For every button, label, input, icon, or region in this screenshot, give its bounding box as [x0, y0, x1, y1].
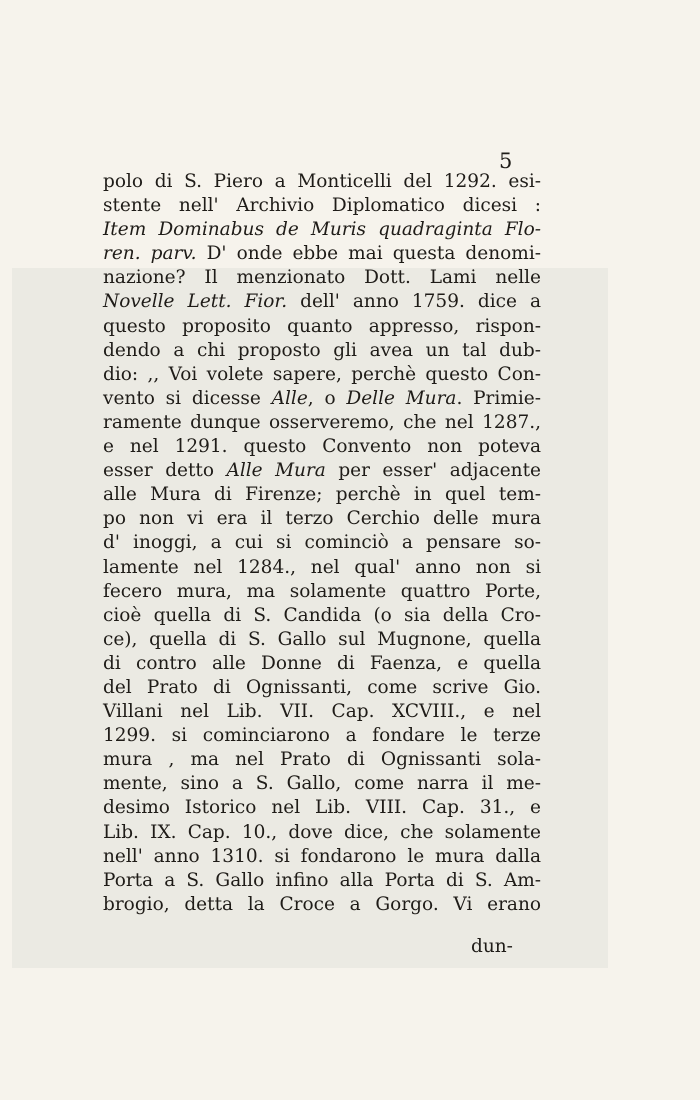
text-segment: . Primie- — [456, 387, 541, 409]
text-segment: , o — [307, 387, 347, 409]
text-segment: nell' anno 1310. si fondarono le mura dalla — [103, 845, 541, 867]
text-segment: polo di S. Piero a Monticelli del 1292. esi- — [103, 171, 541, 192]
text-line — [103, 796, 541, 820]
text-segment: mura , ma nel Prato di Ognissanti sola- — [103, 749, 541, 771]
text-line — [103, 724, 541, 748]
text-segment: stente nell' Archivio Diplomatico dicesi : — [103, 195, 541, 217]
text-line — [103, 748, 541, 772]
text-line — [103, 772, 541, 796]
text-segment: vento si dicesse — [103, 387, 272, 409]
text-segment: D' onde ebbe mai questa denomi- — [196, 243, 541, 265]
catchword: dun- — [471, 936, 513, 957]
text-line — [103, 580, 541, 604]
text-segment: brogio, detta la Croce a Gorgo. Vi erano — [103, 893, 541, 915]
text-line — [103, 652, 541, 676]
text-line — [103, 218, 541, 242]
text-segment: lamente nel 1284., nel qual' anno non si — [103, 556, 541, 578]
text-line — [103, 531, 541, 555]
italic-text-segment: Alle Mura — [226, 460, 326, 482]
text-line — [103, 387, 541, 411]
text-segment: questo proposito quanto appresso, rispon- — [103, 315, 541, 337]
text-line — [103, 411, 541, 435]
text-segment: dio: ,, Voi volete sapere, perchè questo Con- — [103, 363, 541, 385]
text-line — [103, 821, 541, 845]
text-line — [103, 507, 541, 531]
text-line — [103, 339, 541, 363]
text-line — [103, 483, 541, 507]
text-segment: Porta a S. Gallo infino alla Porta di S. Am- — [103, 869, 541, 891]
text-segment: di contro alle Donne di Faenza, e quella — [103, 652, 541, 674]
text-segment: e nel 1291. questo Convento non poteva — [103, 436, 541, 458]
body-text — [103, 170, 541, 917]
italic-text-segment: Novelle Lett. Fior. — [103, 291, 288, 313]
text-line — [103, 194, 541, 218]
text-segment: per esser' adjacente — [325, 460, 541, 482]
text-segment: del Prato di Ognissanti, come scrive Gio. — [103, 676, 541, 698]
text-segment: Villani nel Lib. VII. Cap. XCVIII., e nel — [103, 701, 541, 723]
text-line — [103, 628, 541, 652]
text-line — [103, 869, 541, 893]
text-segment: dendo a chi proposto gli avea un tal dub- — [103, 339, 541, 361]
italic-text-segment: Item Dominabus de Muris quadraginta Flo- — [103, 219, 541, 241]
text-segment: ce), quella di S. Gallo sul Mugnone, quella — [103, 628, 541, 650]
text-line — [103, 363, 541, 387]
text-line — [103, 700, 541, 724]
text-line — [103, 242, 541, 266]
italic-text-segment: ren. parv. — [103, 243, 197, 265]
page-number: 5 — [499, 149, 513, 173]
text-line — [103, 604, 541, 628]
text-segment: cioè quella di S. Candida (o sia della Cro- — [103, 604, 541, 626]
text-segment: dell' anno 1759. dice a — [287, 291, 541, 313]
text-line — [103, 315, 541, 339]
italic-text-segment: Alle — [271, 387, 308, 409]
text-segment: po non vi era il terzo Cerchio delle mura — [103, 508, 541, 530]
text-line — [103, 266, 541, 290]
text-line — [103, 893, 541, 917]
text-segment: d' inoggi, a cui si cominciò a pensare so- — [103, 532, 541, 554]
text-line — [103, 435, 541, 459]
text-segment: Lib. IX. Cap. 10., dove dice, che solamente — [103, 821, 541, 843]
text-segment: nazione? Il menzionato Dott. Lami nelle — [103, 267, 541, 289]
text-segment: ramente dunque osserveremo, che nel 1287., — [103, 411, 541, 433]
text-segment: 1299. si cominciarono a fondare le terze — [103, 725, 541, 747]
text-line — [103, 556, 541, 580]
text-line — [103, 459, 541, 483]
text-segment: fecero mura, ma solamente quattro Porte, — [103, 580, 541, 602]
text-segment: esser detto — [103, 460, 227, 482]
text-segment: alle Mura di Firenze; perchè in quel tem- — [103, 484, 541, 506]
text-segment: desimo Istorico nel Lib. VIII. Cap. 31., e — [103, 797, 541, 819]
text-line — [103, 170, 541, 194]
text-line — [103, 845, 541, 869]
text-line — [103, 676, 541, 700]
italic-text-segment: Delle Mura — [346, 387, 457, 409]
text-line — [103, 290, 541, 314]
text-segment: mente, sino a S. Gallo, come narra il me- — [103, 773, 541, 795]
